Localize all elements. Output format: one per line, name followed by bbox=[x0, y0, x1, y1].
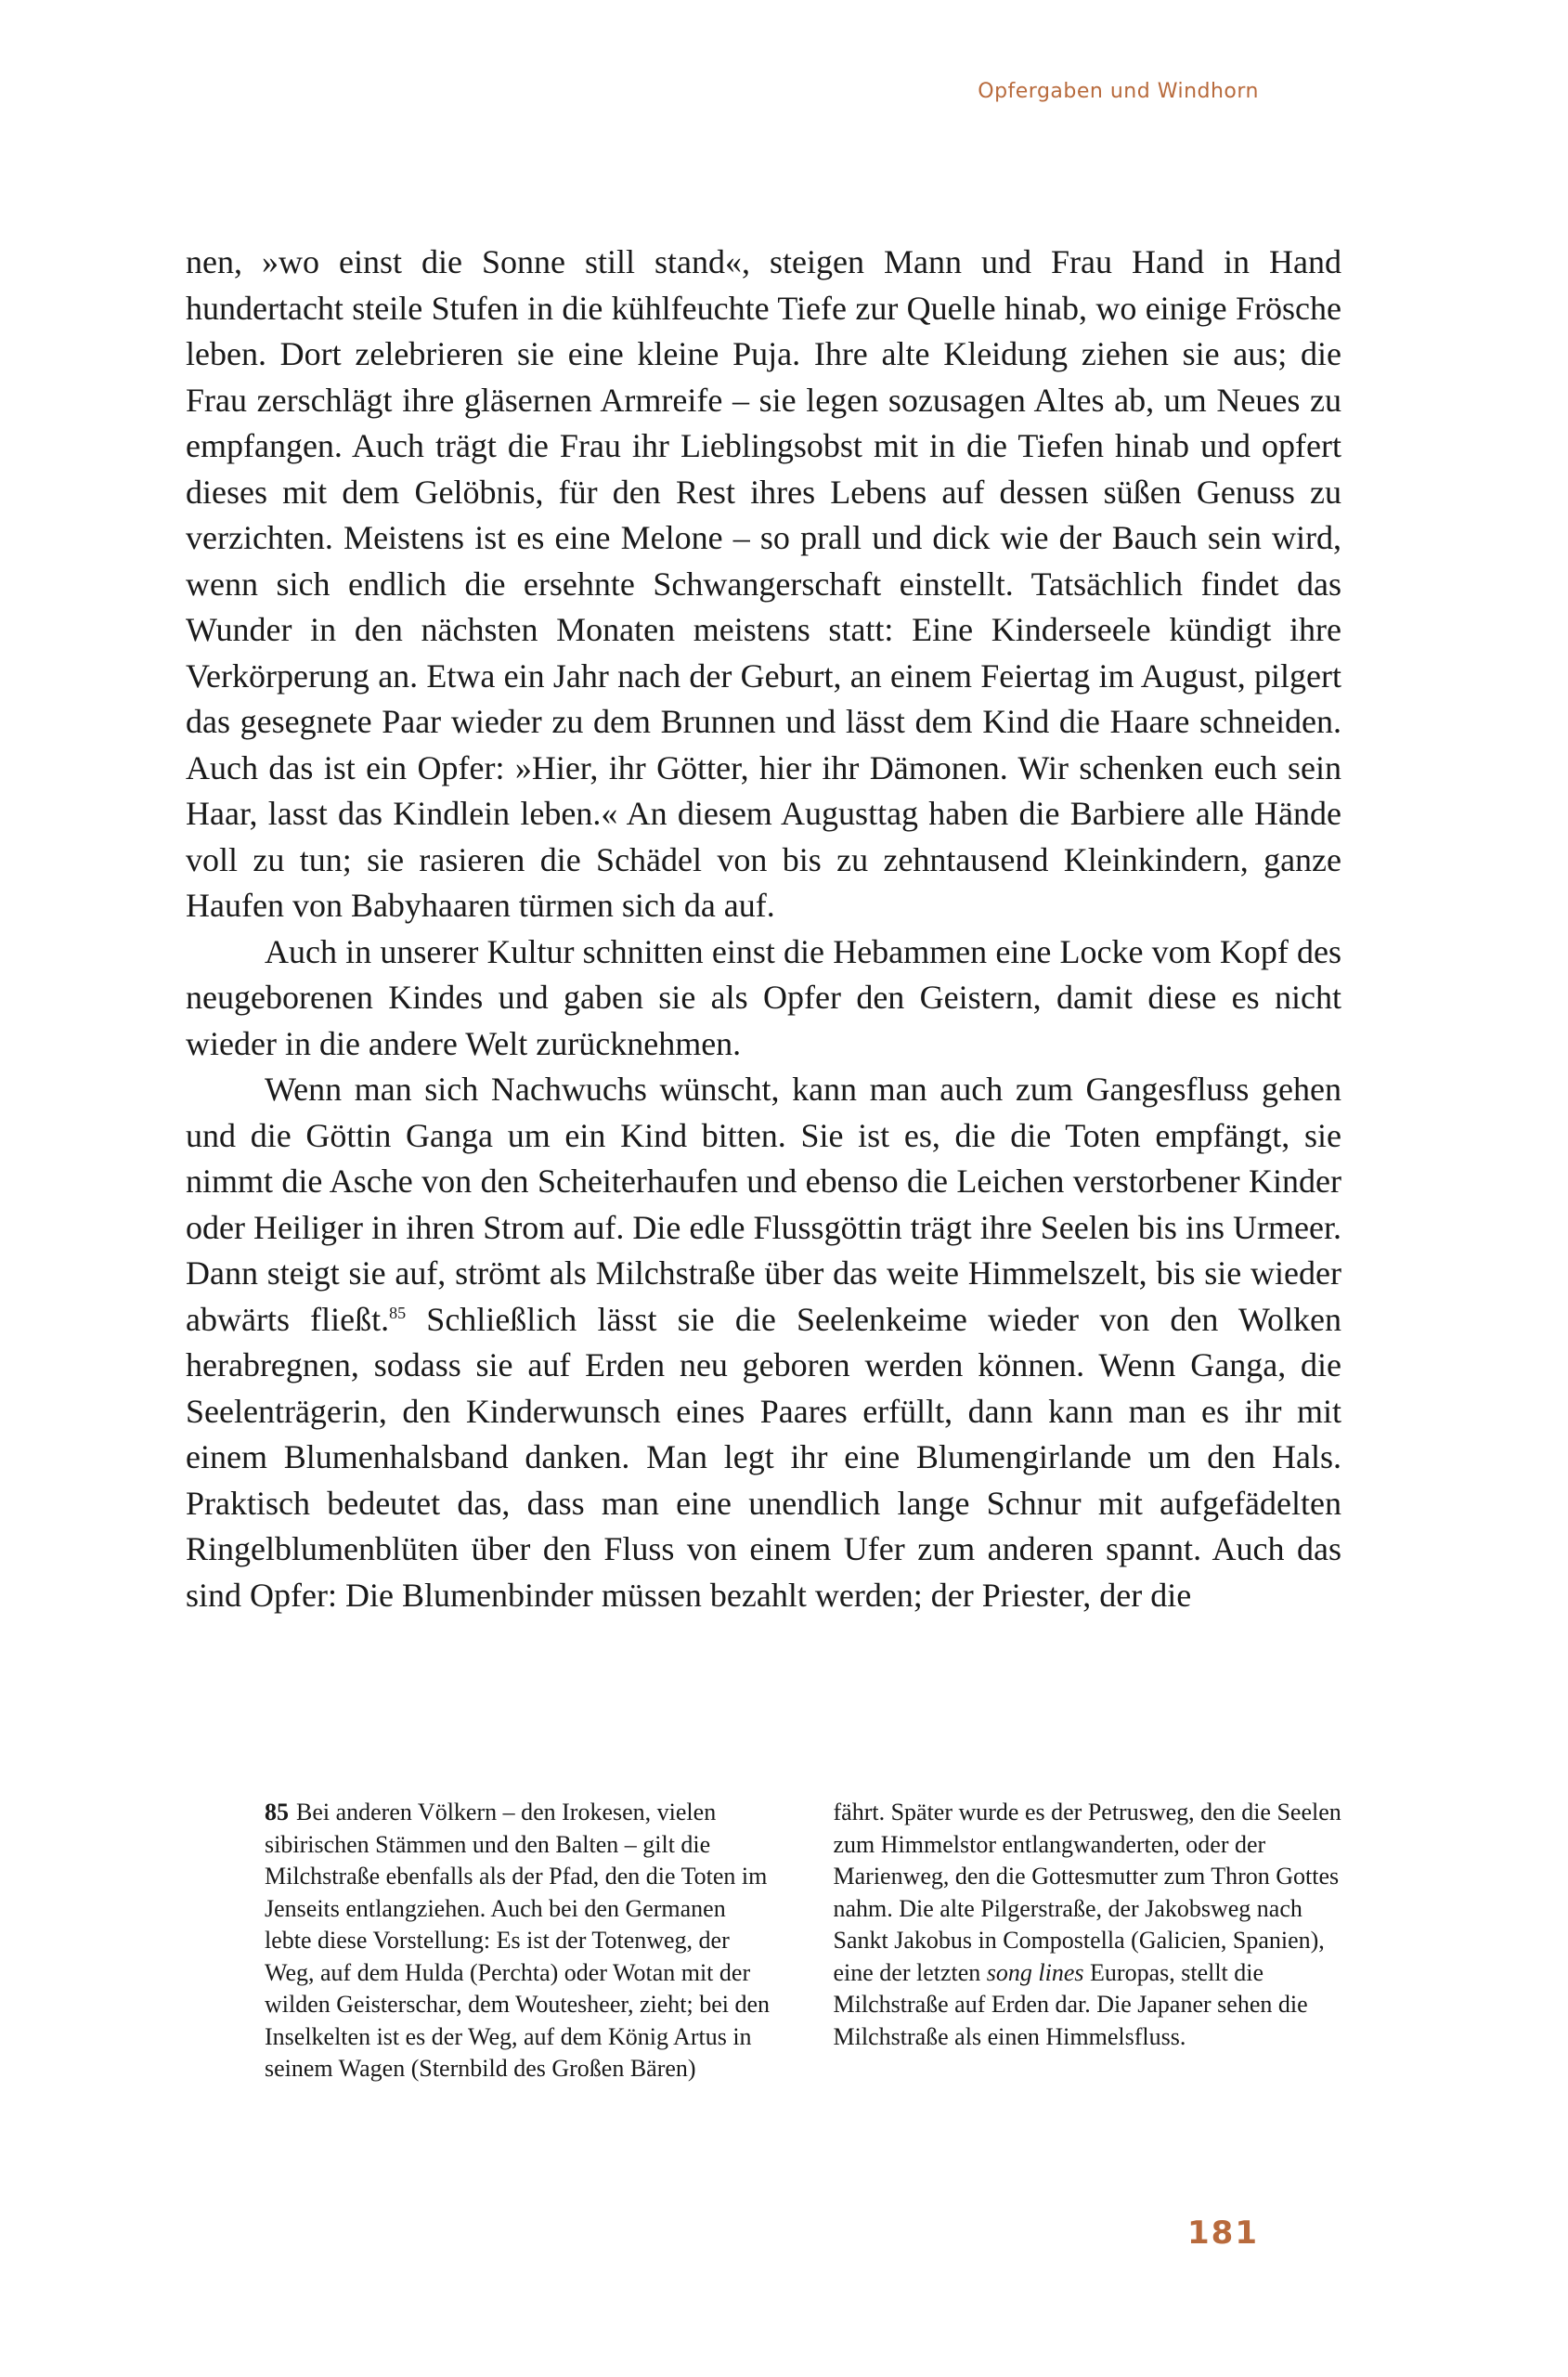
footnote-text: Europas, stellt die Milchstraße auf Erden dar. Die Japaner sehen die Milchstraße als einen Himmelsfluss. bbox=[833, 1958, 1308, 2050]
footnote-column-left bbox=[265, 1797, 773, 2085]
running-head: Opfergaben und Windhorn bbox=[978, 80, 1259, 103]
footnote-text: fährt. Später wurde es der Petrusweg, den die Seelen zum Himmelstor entlangwanderten, oder der Marienweg, den die Gottesmutter zum Thron Gottes nahm. Die alte Pilgerstraße, der Jakobsweg nach Sankt Jakobus in Compostella (Galicien, Spanien), eine der letzten bbox=[833, 1799, 1341, 1986]
footnote-reference[interactable]: 85 bbox=[389, 1303, 407, 1322]
paragraph: Auch in unserer Kultur schnitten einst die Hebammen eine Locke vom Kopf des neugeborenen Kindes und gaben sie als Opfer den Geistern, damit diese es nicht wieder in die andere Welt zurücknehmen. bbox=[186, 932, 1341, 1062]
footnotes bbox=[265, 1797, 1341, 2085]
page-number: 181 bbox=[1187, 2215, 1259, 2252]
footnote-number: 85 bbox=[265, 1799, 289, 1825]
paragraph-text: Wenn man sich Nachwuchs wünscht, kann man auch zum Gangesfluss gehen und die Göttin Ganga um ein Kind bitten. Sie ist es, die die Toten empfängt, sie nimmt die Asche von den Scheiterhaufen und ebenso die Leichen verstorbener Kinder oder Heiliger in ihren Strom auf. Die edle Flussgöttin trägt ihre Seelen bis ins Urmeer. Dann steigt sie auf, strömt als Milchstraße über das weite Himmelszelt, bis sie wieder abwärts fließt. bbox=[186, 1071, 1341, 1338]
footnote-column-right bbox=[834, 1797, 1342, 2085]
footnote-italic-text: song lines bbox=[986, 1958, 1084, 1986]
paragraph: nen, »wo einst die Sonne still stand«, steigen Mann und Frau Hand in Hand hundertacht steile Stufen in die kühlfeuchte Tiefe zur Quelle hinab, wo einige Frösche leben. Dort zelebrieren sie eine kleine Puja. Ihre alte Kleidung ziehen sie aus; die Frau zerschlägt ihre gläsernen Armreife – sie legen sozusagen Altes ab, um Neues zu empfangen. Auch trägt die Frau ihr Lieblingsobst mit in die Tiefen hinab und opfert dieses mit dem Gelöbnis, für den Rest ihres Lebens auf dessen süßen Genuss zu verzichten. Meistens ist es eine Melone – so prall und dick wie der Bauch sein wird, wenn sich endlich die ersehnte Schwangerschaft einstellt. Tatsächlich findet das Wunder in den nächsten Monaten meistens statt: Eine Kinderseele kündigt ihre Verkörperung an. Etwa ein Jahr nach der Geburt, an einem Feiertag im August, pilgert das gesegnete Paar wieder zu dem Brunnen und lässt dem Kind die Haare schneiden. Auch das ist ein Opfer: »Hier, ihr Götter, hier ihr Dämonen. Wir schenken euch sein Haar, lasst das Kindlein leben.« An diesem Augusttag haben die Barbiere alle Hände voll zu tun; sie rasieren die Schädel von bis zu zehntausend Kleinkindern, ganze Haufen von Babyhaaren türmen sich da auf. bbox=[186, 243, 1341, 924]
paragraph bbox=[186, 1067, 1341, 1618]
footnote-text: Bei anderen Völkern – den Irokesen, vielen sibirischen Stämmen und den Balten – gilt die Milchstraße ebenfalls als der Pfad, den die Toten im Jenseits entlangziehen. Auch bei den Germanen lebte diese Vorstellung: Es ist der Totenweg, der Weg, auf dem Hulda (Perchta) oder Wotan mit der wilden Geisterschar, dem Woutesheer, zieht; bei den Inselkelten ist es der Weg, auf dem König Artus in seinem Wagen (Sternbild des Großen Bären) bbox=[265, 1799, 771, 2082]
paragraph-text: Schließlich lässt sie die Seelenkeime wieder von den Wolken herabregnen, sodass sie auf Erden neu geboren werden können. Wenn Ganga, die Seelenträgerin, den Kinderwunsch eines Paares erfüllt, dann kann man es ihr mit einem Blumenhalsband danken. Man legt ihr eine Blumengirlande um den Hals. Praktisch bedeutet das, dass man eine unendlich lange Schnur mit aufgefädelten Ringelblumenblüten über den Fluss von einem Ufer zum anderen spannt. Auch das sind Opfer: Die Blumenbinder müssen bezahlt werden; der Priester, der die bbox=[186, 1300, 1341, 1614]
main-text bbox=[186, 240, 1341, 1618]
